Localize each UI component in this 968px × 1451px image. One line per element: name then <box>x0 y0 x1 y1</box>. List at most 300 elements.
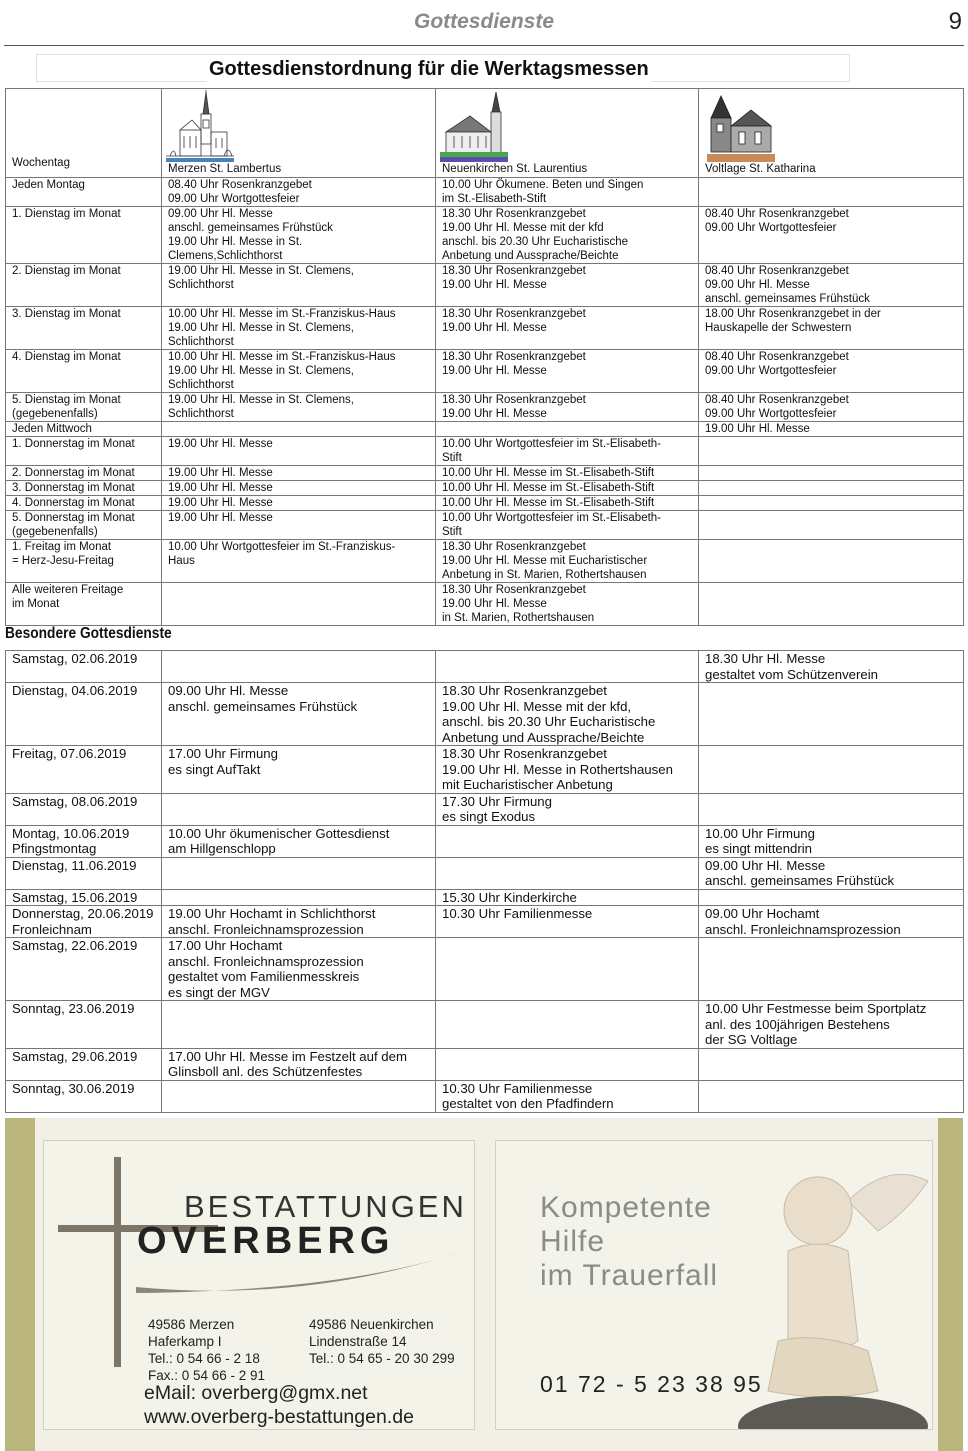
section-title: Gottesdienste <box>413 10 555 33</box>
voltlage-cell <box>699 746 964 794</box>
cell-text: 10.00 Uhr ökumenischer Gottesdienst <box>168 825 390 841</box>
cell-text: 19.00 Uhr Hl. Messe mit der kfd <box>442 222 604 234</box>
neuenkirchen-cell <box>436 466 699 481</box>
merzen-column-header: Merzen St. Lambertus <box>168 163 282 175</box>
cell-text: 09.00 Uhr Wortgottesfeier <box>705 222 837 234</box>
cell-text: am Hillgenschlopp <box>168 841 276 856</box>
cell-text: 19.00 Uhr Hl. Messe <box>442 365 547 377</box>
neuenkirchen-church-icon <box>440 90 508 162</box>
neuenkirchen-cell <box>436 422 699 437</box>
voltlage-cell <box>699 1080 964 1112</box>
cell-text: im Monat <box>12 598 60 610</box>
voltlage-cell <box>699 683 964 746</box>
address-line: Lindenstraße 14 <box>309 1334 407 1349</box>
table-row <box>6 307 964 350</box>
cell-text: = Herz-Jesu-Freitag <box>12 555 114 567</box>
cell-text: anschl. bis 20.30 Uhr Eucharistische <box>442 236 629 248</box>
neuenkirchen-cell <box>436 746 699 794</box>
day-cell <box>6 307 162 350</box>
cell-text: Samstag, 08.06.2019 <box>12 793 138 809</box>
cell-text: 15.30 Uhr Kinderkirche <box>442 889 577 905</box>
cell-text: Stift <box>442 452 462 464</box>
cell-text: Dienstag, 04.06.2019 <box>12 683 138 698</box>
merzen-church-icon <box>166 90 234 162</box>
cell-text: Samstag, 22.06.2019 <box>12 938 138 953</box>
cell-text: 5. Dienstag im Monat <box>12 394 121 406</box>
neuenkirchen-cell <box>436 178 699 207</box>
merzen-cell <box>162 825 436 857</box>
table-header-row <box>6 89 964 178</box>
voltlage-cell <box>699 466 964 481</box>
table-row <box>6 540 964 583</box>
cell-text: 17.00 Uhr Hl. Messe im Festzelt auf dem <box>168 1048 407 1064</box>
voltlage-cell <box>699 178 964 207</box>
neuenkirchen-cell <box>436 1080 699 1112</box>
neuenkirchen-cell <box>436 938 699 1001</box>
header-merzen <box>162 89 436 178</box>
cell-text: 18.00 Uhr Rosenkranzgebet in der <box>705 308 881 320</box>
cell-text: 09.00 Uhr Hl. Messe <box>705 279 810 291</box>
day-cell <box>6 683 162 746</box>
cell-text: 09.00 Uhr Hl. Messe <box>705 857 826 873</box>
cell-text: 09.00 Uhr Hl. Messe <box>168 208 273 220</box>
merzen-cell <box>162 540 436 583</box>
voltlage-column-header: Voltlage St. Katharina <box>705 163 816 175</box>
cell-text: Samstag, 29.06.2019 <box>12 1048 138 1064</box>
cell-text: Jeden Montag <box>12 179 85 191</box>
voltlage-cell <box>699 938 964 1001</box>
table-row <box>6 437 964 466</box>
cell-text: anschl. gemeinsames Frühstück <box>705 873 895 888</box>
header-divider <box>4 45 964 46</box>
brand-name: OVERBERG <box>137 1220 395 1262</box>
neuenkirchen-cell <box>436 1001 699 1049</box>
cell-text: 19.00 Uhr Hl. Messe <box>168 438 273 450</box>
cell-text: Alle weiteren Freitage <box>12 584 124 596</box>
cell-text: 10.00 Uhr Hl. Messe im St.-Elisabeth-Stift <box>442 497 655 509</box>
cell-text: anschl. Fronleichnamsprozession <box>168 921 364 937</box>
cell-text: 19.00 Uhr Hl. Messe <box>168 467 273 479</box>
voltlage-cell <box>699 583 964 626</box>
cell-text: 08.40 Uhr Rosenkranzgebet <box>168 179 312 191</box>
voltlage-cell <box>699 207 964 264</box>
cell-text: 19.00 Uhr Hl. Messe in St. <box>168 236 303 248</box>
merzen-cell <box>162 683 436 746</box>
cell-text: im St.-Elisabeth-Stift <box>442 193 547 205</box>
cell-text: Jeden Mittwoch <box>12 423 92 435</box>
cell-text: 19.00 Uhr Hl. Messe in St. Clemens, <box>168 394 354 406</box>
cell-text: 10.00 Uhr Hl. Messe im St.-Franziskus-Haus <box>168 308 396 320</box>
cell-text: 19.00 Uhr Hochamt in Schlichthorst <box>168 906 376 921</box>
cell-text: 18.30 Uhr Rosenkranzgebet <box>442 308 586 320</box>
merzen-cell <box>162 746 436 794</box>
contact-info <box>144 1381 414 1429</box>
address-neuenkirchen <box>309 1316 455 1367</box>
day-cell <box>6 264 162 307</box>
page-title: Gottesdienstordnung für die Werktagsmessen <box>209 58 649 80</box>
day-cell <box>6 1001 162 1049</box>
cell-text: 09.00 Uhr Hochamt <box>705 906 820 921</box>
cell-text: Hauskapelle der Schwestern <box>705 322 852 334</box>
voltlage-cell <box>699 1048 964 1080</box>
neuenkirchen-cell <box>436 264 699 307</box>
table-row <box>6 889 964 906</box>
cell-text: 18.30 Uhr Rosenkranzgebet <box>442 394 586 406</box>
table-row <box>6 746 964 794</box>
neuenkirchen-cell <box>436 1048 699 1080</box>
merzen-cell <box>162 307 436 350</box>
table-row <box>6 651 964 683</box>
cell-text: Sonntag, 30.06.2019 <box>12 1080 135 1096</box>
cell-text: 19.00 Uhr Hl. Messe <box>705 423 810 435</box>
voltlage-cell <box>699 1001 964 1049</box>
cell-text: in St. Marien, Rothertshausen <box>442 612 595 624</box>
merzen-cell <box>162 938 436 1001</box>
cell-text: 19.00 Uhr Hl. Messe mit der kfd, <box>442 698 632 714</box>
table-row <box>6 393 964 422</box>
header-neuenkirchen <box>436 89 699 178</box>
cell-text: 10.00 Uhr Wortgottesfeier im St.-Franziskus- <box>168 541 396 553</box>
neuenkirchen-cell <box>436 906 699 938</box>
ad-inner <box>35 1118 938 1451</box>
cell-text: 09.00 Uhr Hl. Messe <box>168 683 289 698</box>
day-cell <box>6 437 162 466</box>
day-cell <box>6 651 162 683</box>
address-line: Fax.: 0 54 66 - 2 91 <box>148 1368 266 1383</box>
cell-text: es singt mittendrin <box>705 841 813 856</box>
merzen-cell <box>162 1080 436 1112</box>
neuenkirchen-cell <box>436 683 699 746</box>
voltlage-cell <box>699 540 964 583</box>
day-cell <box>6 350 162 393</box>
cell-text: 10.30 Uhr Familienmesse <box>442 906 593 921</box>
cell-text: 08.40 Uhr Rosenkranzgebet <box>705 208 849 220</box>
merzen-cell <box>162 889 436 906</box>
day-cell <box>6 889 162 906</box>
cell-text: 17.00 Uhr Hochamt <box>168 938 283 953</box>
cell-text: 4. Donnerstag im Monat <box>12 497 135 509</box>
cell-text: 10.30 Uhr Familienmesse <box>442 1080 593 1096</box>
cell-text: Schlichthorst <box>168 379 234 391</box>
table-row <box>6 496 964 511</box>
table-row <box>6 481 964 496</box>
voltlage-cell <box>699 264 964 307</box>
voltlage-cell <box>699 437 964 466</box>
cell-text: 18.30 Uhr Rosenkranzgebet <box>442 683 607 698</box>
cell-text: anl. des 100jährigen Bestehens <box>705 1016 890 1032</box>
slogan-line: Hilfe <box>540 1225 606 1258</box>
cell-text: 17.00 Uhr Firmung <box>168 746 278 761</box>
cell-text: 19.00 Uhr Hl. Messe <box>442 322 547 334</box>
address-line: Tel.: 0 54 65 - 20 30 299 <box>309 1351 455 1366</box>
cell-text: 2. Donnerstag im Monat <box>12 467 135 479</box>
table-row <box>6 422 964 437</box>
day-cell <box>6 393 162 422</box>
table-row <box>6 583 964 626</box>
page-number: 9 <box>948 8 962 35</box>
cell-text: 18.30 Uhr Rosenkranzgebet <box>442 265 586 277</box>
cell-text: 09.00 Uhr Wortgottesfeier <box>705 365 837 377</box>
neuenkirchen-cell <box>436 496 699 511</box>
cell-text: 19.00 Uhr Hl. Messe mit Eucharistischer <box>442 555 648 567</box>
cell-text: Anbetung in St. Marien, Rothertshausen <box>442 569 647 581</box>
cell-text: Fronleichnam <box>12 921 92 937</box>
day-cell <box>6 583 162 626</box>
merzen-cell <box>162 511 436 540</box>
cell-text: 1. Freitag im Monat <box>12 541 112 553</box>
merzen-cell <box>162 207 436 264</box>
special-services-heading: Besondere Gottesdienste <box>5 625 172 642</box>
merzen-cell <box>162 481 436 496</box>
cell-text: mit Eucharistischer Anbetung <box>442 777 613 792</box>
cell-text: der SG Voltlage <box>705 1032 798 1047</box>
cell-text: Samstag, 15.06.2019 <box>12 889 138 905</box>
table-row <box>6 857 964 889</box>
cell-text: Stift <box>442 526 462 538</box>
table-row <box>6 825 964 857</box>
cell-text: gestaltet von den Pfadfindern <box>442 1096 614 1111</box>
cell-text: 2. Dienstag im Monat <box>12 265 121 277</box>
cell-text: 19.00 Uhr Hl. Messe in St. Clemens, <box>168 365 354 377</box>
address-line: Haferkamp I <box>148 1334 222 1349</box>
cell-text: 10.00 Uhr Firmung <box>705 825 815 841</box>
cell-text: 10.00 Uhr Wortgottesfeier im St.-Elisabeth- <box>442 512 662 524</box>
address-line: 49586 Merzen <box>148 1317 235 1332</box>
cell-text: Schlichthorst <box>168 279 234 291</box>
table-row <box>6 1001 964 1049</box>
cell-text: Haus <box>168 555 195 567</box>
title-box <box>36 54 850 82</box>
day-cell <box>6 422 162 437</box>
weekday-schedule-table <box>5 88 964 626</box>
voltlage-cell <box>699 422 964 437</box>
merzen-cell <box>162 651 436 683</box>
cell-text: 1. Dienstag im Monat <box>12 208 121 220</box>
cell-text: anschl. bis 20.30 Uhr Eucharistische <box>442 714 656 729</box>
cell-text: 18.30 Uhr Rosenkranzgebet <box>442 208 586 220</box>
merzen-cell <box>162 857 436 889</box>
cell-text: 08.40 Uhr Rosenkranzgebet <box>705 394 849 406</box>
header-day <box>6 89 162 178</box>
cell-text: Glinsboll anl. des Schützenfestes <box>168 1064 363 1079</box>
cell-text: es singt der MGV <box>168 984 270 1000</box>
day-cell <box>6 207 162 264</box>
cell-text: 3. Donnerstag im Monat <box>12 482 135 494</box>
neuenkirchen-cell <box>436 393 699 422</box>
cell-text: 1. Donnerstag im Monat <box>12 438 135 450</box>
cell-text: anschl. Fronleichnamsprozession <box>168 953 364 969</box>
merzen-cell <box>162 466 436 481</box>
angel-figure-icon <box>728 1141 933 1430</box>
cell-text: es singt AufTakt <box>168 761 261 777</box>
cell-text: 19.00 Uhr Hl. Messe in St. Clemens, <box>168 322 354 334</box>
cell-text: 10.00 Uhr Wortgottesfeier im St.-Elisabeth- <box>442 438 662 450</box>
cell-text: Pfingstmontag <box>12 841 97 856</box>
cell-text: 09.00 Uhr Wortgottesfeier <box>705 408 837 420</box>
voltlage-church-icon <box>703 90 779 162</box>
day-cell <box>6 540 162 583</box>
weekday-schedule-body <box>6 178 964 626</box>
merzen-cell <box>162 264 436 307</box>
day-cell <box>6 1080 162 1112</box>
day-cell <box>6 857 162 889</box>
day-cell <box>6 466 162 481</box>
wochentag-label: Wochentag <box>12 157 70 169</box>
cell-text: 10.00 Uhr Hl. Messe im St.-Franziskus-Haus <box>168 351 396 363</box>
cell-text: Dienstag, 11.06.2019 <box>12 857 137 873</box>
day-cell <box>6 906 162 938</box>
day-cell <box>6 746 162 794</box>
neuenkirchen-cell <box>436 350 699 393</box>
merzen-cell <box>162 393 436 422</box>
neuenkirchen-cell <box>436 857 699 889</box>
day-cell <box>6 1048 162 1080</box>
cell-text: 09.00 Uhr Wortgottesfeier <box>168 193 300 205</box>
cell-text: 3. Dienstag im Monat <box>12 308 121 320</box>
cell-text: 18.30 Uhr Rosenkranzgebet <box>442 351 586 363</box>
cell-text: Sonntag, 23.06.2019 <box>12 1001 135 1016</box>
voltlage-cell <box>699 793 964 825</box>
cell-text: 18.30 Uhr Rosenkranzgebet <box>442 541 586 553</box>
header-voltlage <box>699 89 964 178</box>
day-cell <box>6 511 162 540</box>
merzen-cell <box>162 422 436 437</box>
cell-text: 4. Dienstag im Monat <box>12 351 121 363</box>
table-row <box>6 264 964 307</box>
day-cell <box>6 793 162 825</box>
website-text: www.overberg-bestattungen.de <box>144 1406 414 1428</box>
neuenkirchen-cell <box>436 651 699 683</box>
cell-text: 19.00 Uhr Hl. Messe <box>168 482 273 494</box>
table-row <box>6 1048 964 1080</box>
special-services-body <box>6 651 964 1113</box>
table-row <box>6 1080 964 1112</box>
neuenkirchen-cell <box>436 481 699 496</box>
neuenkirchen-cell <box>436 583 699 626</box>
cell-text: gestaltet vom Familienmesskreis <box>168 969 360 984</box>
voltlage-cell <box>699 889 964 906</box>
voltlage-cell <box>699 511 964 540</box>
merzen-cell <box>162 1001 436 1049</box>
slogan-line: Kompetente <box>540 1191 712 1224</box>
table-row <box>6 511 964 540</box>
address-line: 49586 Neuenkirchen <box>309 1317 434 1332</box>
brand-top-text: BESTATTUNGEN <box>184 1189 467 1224</box>
neuenkirchen-cell <box>436 825 699 857</box>
voltlage-cell <box>699 350 964 393</box>
cell-text: Anbetung und Aussprache/Beichte <box>442 250 619 262</box>
voltlage-cell <box>699 393 964 422</box>
cell-text: anschl. gemeinsames Frühstück <box>705 293 870 305</box>
voltlage-cell <box>699 307 964 350</box>
cell-text: 19.00 Uhr Hl. Messe <box>168 497 273 509</box>
day-cell <box>6 938 162 1001</box>
address-merzen <box>148 1316 265 1384</box>
cell-text: 19.00 Uhr Hl. Messe <box>442 279 547 291</box>
neuenkirchen-cell <box>436 889 699 906</box>
slogan-line: im Trauerfall <box>540 1259 719 1292</box>
merzen-cell <box>162 437 436 466</box>
merzen-cell <box>162 793 436 825</box>
cell-text: 19.00 Uhr Hl. Messe in Rothertshausen <box>442 761 673 777</box>
ad-slogan <box>540 1191 718 1293</box>
merzen-cell <box>162 178 436 207</box>
day-cell <box>6 178 162 207</box>
neuenkirchen-cell <box>436 437 699 466</box>
cell-text: (gegebenenfalls) <box>12 526 98 538</box>
cell-text: 10.00 Uhr Hl. Messe im St.-Elisabeth-Stift <box>442 482 655 494</box>
table-row <box>6 938 964 1001</box>
table-row <box>6 350 964 393</box>
day-cell <box>6 496 162 511</box>
voltlage-cell <box>699 906 964 938</box>
neuenkirchen-column-header: Neuenkirchen St. Laurentius <box>442 163 588 175</box>
cell-text: 19.00 Uhr Hl. Messe <box>442 598 547 610</box>
cell-text: 10.00 Uhr Festmesse beim Sportplatz <box>705 1001 927 1016</box>
cell-text: gestaltet vom Schützenverein <box>705 666 878 682</box>
cell-text: 19.00 Uhr Hl. Messe in St. Clemens, <box>168 265 354 277</box>
merzen-cell <box>162 906 436 938</box>
cell-text: 19.00 Uhr Hl. Messe <box>442 408 547 420</box>
merzen-cell <box>162 583 436 626</box>
cell-text: es singt Exodus <box>442 809 536 824</box>
cell-text: Schlichthorst <box>168 408 234 420</box>
cell-text: Clemens,Schlichthorst <box>168 250 283 262</box>
neuenkirchen-cell <box>436 207 699 264</box>
neuenkirchen-cell <box>436 540 699 583</box>
funeral-advertisement <box>5 1118 963 1451</box>
cell-text: 17.30 Uhr Firmung <box>442 793 552 809</box>
cell-text: 08.40 Uhr Rosenkranzgebet <box>705 351 849 363</box>
ad-phone: 01 72 - 5 23 38 95 <box>540 1371 763 1397</box>
ad-right-panel <box>495 1140 933 1430</box>
voltlage-cell <box>699 481 964 496</box>
day-cell <box>6 481 162 496</box>
page-header <box>0 0 968 46</box>
cell-text: 18.30 Uhr Rosenkranzgebet <box>442 584 586 596</box>
address-line: Tel.: 0 54 66 - 2 18 <box>148 1351 260 1366</box>
neuenkirchen-cell <box>436 307 699 350</box>
neuenkirchen-cell <box>436 793 699 825</box>
cell-text: Schlichthorst <box>168 336 234 348</box>
cell-text: Freitag, 07.06.2019 <box>12 746 127 761</box>
voltlage-cell <box>699 651 964 683</box>
table-row <box>6 793 964 825</box>
voltlage-cell <box>699 496 964 511</box>
table-row <box>6 178 964 207</box>
cell-text: anschl. Fronleichnamsprozession <box>705 921 901 937</box>
special-services-table <box>5 650 964 1113</box>
merzen-cell <box>162 1048 436 1080</box>
cell-text: 10.00 Uhr Hl. Messe im St.-Elisabeth-Stift <box>442 467 655 479</box>
table-row <box>6 683 964 746</box>
cell-text: 18.30 Uhr Hl. Messe <box>705 651 826 666</box>
table-row <box>6 207 964 264</box>
cell-text: Montag, 10.06.2019 <box>12 825 130 841</box>
merzen-cell <box>162 350 436 393</box>
voltlage-cell <box>699 857 964 889</box>
cell-text: anschl. gemeinsames Frühstück <box>168 698 358 714</box>
voltlage-cell <box>699 825 964 857</box>
merzen-cell <box>162 496 436 511</box>
cell-text: Donnerstag, 20.06.2019 <box>12 906 154 921</box>
email-text: eMail: overberg@gmx.net <box>144 1382 368 1404</box>
cell-text: anschl. gemeinsames Frühstück <box>168 222 333 234</box>
neuenkirchen-cell <box>436 511 699 540</box>
table-row <box>6 906 964 938</box>
cell-text: 18.30 Uhr Rosenkranzgebet <box>442 746 607 761</box>
cell-text: 10.00 Uhr Ökumene. Beten und Singen <box>442 179 644 191</box>
